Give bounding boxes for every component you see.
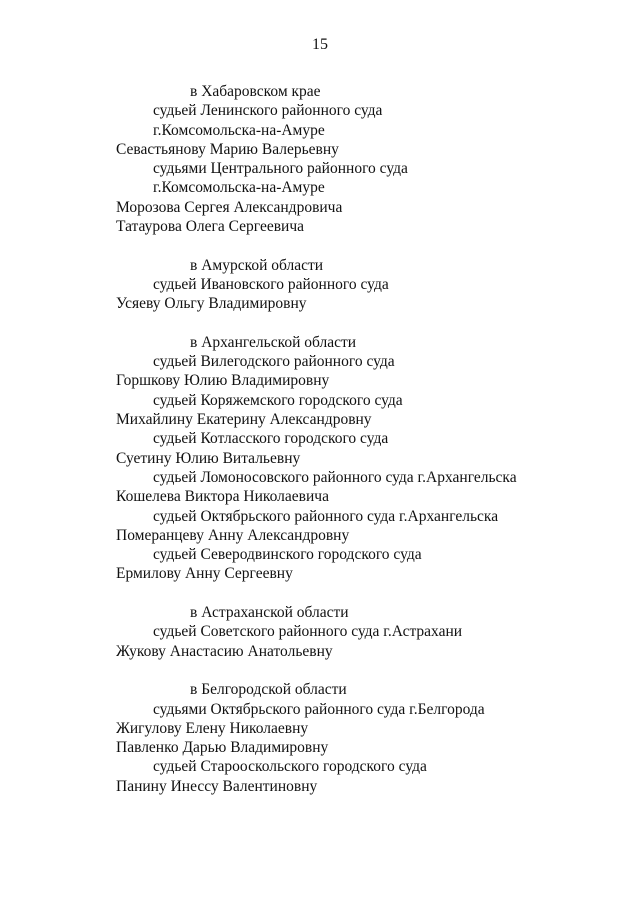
court-appointment-line: судьей Старооскольского городского суда <box>153 758 427 776</box>
judge-name-line: Горшкову Юлию Владимировну <box>116 372 330 390</box>
section-gap <box>116 661 636 680</box>
court-appointment-line: судьей Котласского городского суда <box>153 430 389 448</box>
judge-name-line: Суетину Юлию Витальевну <box>116 449 301 467</box>
court-appointment-line: судьей Коряжемского городского суда <box>153 391 403 409</box>
region-section <box>116 256 636 314</box>
court-appointment-line: судьей Октябрьского районного суда г.Архангельска <box>153 507 499 525</box>
court-appointment-line: судьей Ивановского районного суда <box>153 275 389 293</box>
document-body <box>116 82 636 796</box>
region-section <box>116 680 636 796</box>
court-appointment-line: судьей Вилегодского районного суда <box>153 353 395 371</box>
court-appointment-line: судьей Северодвинского городского суда <box>153 546 422 564</box>
judge-name-line: Жукову Анастасию Анатольевну <box>116 642 333 660</box>
court-appointment-line: судьями Центрального районного суда <box>153 160 408 178</box>
page-number: 15 <box>312 36 328 53</box>
judge-name-line: Жигулову Елену Николаевну <box>116 719 309 737</box>
section-gap <box>116 236 636 255</box>
judge-name-line: Ермилову Анну Сергеевну <box>116 565 293 583</box>
region-heading: в Архангельской области <box>190 333 357 351</box>
region-heading: в Хабаровском крае <box>190 83 321 100</box>
court-appointment-line: судьей Ленинского районного суда <box>153 102 383 120</box>
section-gap <box>116 314 636 333</box>
court-appointment-line: судьей Ломоносовского районного суда г.Архангельска <box>153 468 517 486</box>
court-appointment-line: судьей Советского районного суда г.Астрахани <box>153 623 463 641</box>
judge-name-line: Севастьянову Марию Валерьевну <box>116 140 339 158</box>
region-section <box>116 333 636 584</box>
judge-name-line: Усяеву Ольгу Владимировну <box>116 295 307 313</box>
judge-name-line: Павленко Дарью Владимировну <box>116 739 329 757</box>
judge-name-line: Михайлину Екатерину Александровну <box>116 411 372 429</box>
court-appointment-line: судьями Октябрьского районного суда г.Белгорода <box>153 700 485 718</box>
judge-name-line: Татаурова Олега Сергеевича <box>116 218 305 236</box>
region-heading: в Астраханской области <box>190 604 349 622</box>
judge-name-line: Кошелева Виктора Николаевича <box>116 488 329 506</box>
judge-name-line: Померанцеву Анну Александровну <box>116 526 350 544</box>
region-heading: в Белгородской области <box>190 681 347 699</box>
region-section <box>116 82 636 236</box>
judge-name-line: Панину Инессу Валентиновну <box>116 777 318 795</box>
court-appointment-line: г.Комсомольска-на-Амуре <box>153 121 325 139</box>
judge-name-line: Морозова Сергея Александровича <box>116 198 343 216</box>
court-appointment-line: г.Комсомольска-на-Амуре <box>153 179 325 197</box>
region-heading: в Амурской области <box>190 256 324 274</box>
region-section <box>116 603 636 661</box>
section-gap <box>116 584 636 603</box>
